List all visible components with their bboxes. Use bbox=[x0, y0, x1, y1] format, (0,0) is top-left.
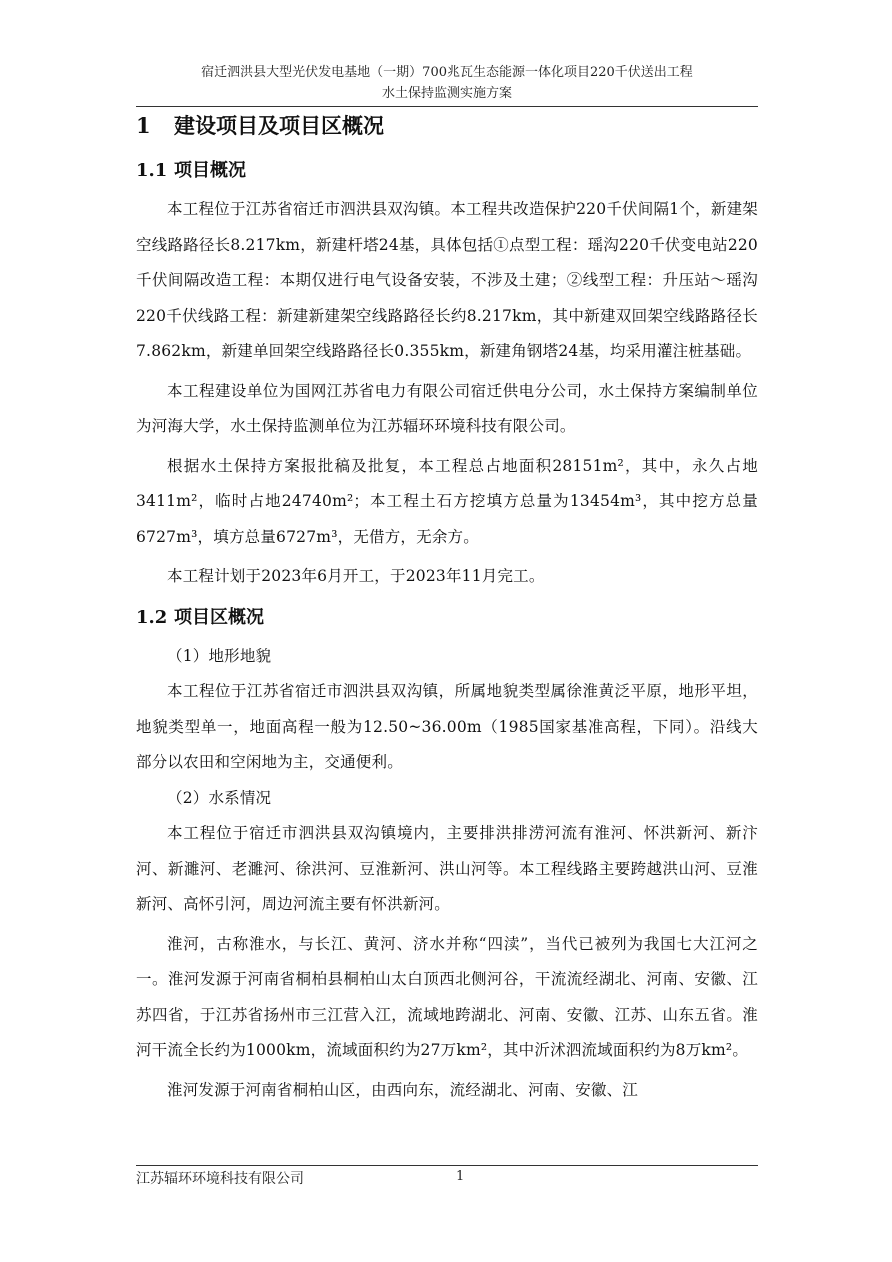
subheading-terrain: （1）地形地貌 bbox=[167, 646, 272, 665]
footer-company: 江苏辐环环境科技有限公司 bbox=[136, 1171, 304, 1187]
header-title-line2: 水土保持监测实施方案 bbox=[381, 86, 512, 101]
page-header bbox=[136, 62, 758, 107]
paragraph: 淮河，古称淮水，与长江、黄河、济水并称“四渎”，当代已被列为我国七大江河之一。淮河发源于河南省桐柏县桐柏山太白顶西北侧河谷，干流流经湖北、河南、安徽、江苏四省，于江苏省扬州市三江营入江，流域地跨湖北、河南、安徽、江苏、山东五省。淮河干流全长约为1000km，流域面积约为27万km²，其中沂沭泗流域面积约为8万km²。 bbox=[136, 934, 758, 1059]
page-number: 1 bbox=[456, 1169, 465, 1184]
subheading-water-system: （2）水系情况 bbox=[167, 788, 272, 807]
paragraph: 本工程位于江苏省宿迁市泗洪县双沟镇。本工程共改造保护220千伏间隔1个，新建架空线路路径长8.217km，新建杆塔24基，具体包括①点型工程：瑶沟220千伏变电站220千伏间隔改造工程：本期仅进行电气设备安装，不涉及土建；②线型工程：升压站～瑶沟220千伏线路工程：新建新建架空线路路径长约8.217km，其中新建双回架空线路路径长7.862km，新建单回架空线路路径长0.355km，新建角钢塔24基，均采用灌注桩基础。 bbox=[136, 200, 758, 360]
page-footer bbox=[136, 1165, 758, 1192]
paragraph: 淮河发源于河南省桐柏山区，由西向东，流经湖北、河南、安徽、江 bbox=[167, 1080, 639, 1099]
section-1-1-number: 1.1 bbox=[136, 160, 168, 181]
section-1-1-title: 项目概况 bbox=[174, 160, 246, 181]
header-title-line1: 宿迁泗洪县大型光伏发电基地（一期）700兆瓦生态能源一体化项目220千伏送出工程 bbox=[201, 65, 693, 80]
paragraph: 本工程建设单位为国网江苏省电力有限公司宿迁供电分公司，水土保持方案编制单位为河海大学，水土保持监测单位为江苏辐环环境科技有限公司。 bbox=[136, 381, 758, 435]
section-1-2-number: 1.2 bbox=[136, 606, 168, 628]
paragraph: 根据水土保持方案报批稿及批复，本工程总占地面积28151m²，其中，永久占地3411m²，临时占地24740m²；本工程土石方挖填方总量为13454m³，其中挖方总量6727m³，填方总量6727m³，无借方，无余方。 bbox=[136, 456, 758, 546]
section-1-title: 建设项目及项目区概况 bbox=[174, 113, 384, 138]
paragraph: 本工程计划于2023年6月开工，于2023年11月完工。 bbox=[167, 567, 545, 585]
section-1-number: 1 bbox=[136, 113, 151, 138]
paragraph: 本工程位于宿迁市泗洪县双沟镇境内，主要排洪排涝河流有淮河、怀洪新河、新汴河、新濉河、老濉河、徐洪河、豆淮新河、洪山河等。本工程线路主要跨越洪山河、豆淮新河、高怀引河，周边河流主要有怀洪新河。 bbox=[136, 824, 758, 913]
section-1-2-heading bbox=[136, 603, 758, 633]
section-1-1-heading bbox=[136, 156, 758, 186]
section-1-2-title: 项目区概况 bbox=[174, 606, 264, 628]
section-1-heading bbox=[136, 110, 758, 142]
document-body bbox=[136, 106, 758, 1108]
paragraph: 本工程位于江苏省宿迁市泗洪县双沟镇，所属地貌类型属徐淮黄泛平原，地形平坦，地貌类型单一，地面高程一般为12.50~36.00m（1985国家基准高程，下同）。沿线大部分以农田和空闲地为主，交通便利。 bbox=[136, 682, 758, 771]
